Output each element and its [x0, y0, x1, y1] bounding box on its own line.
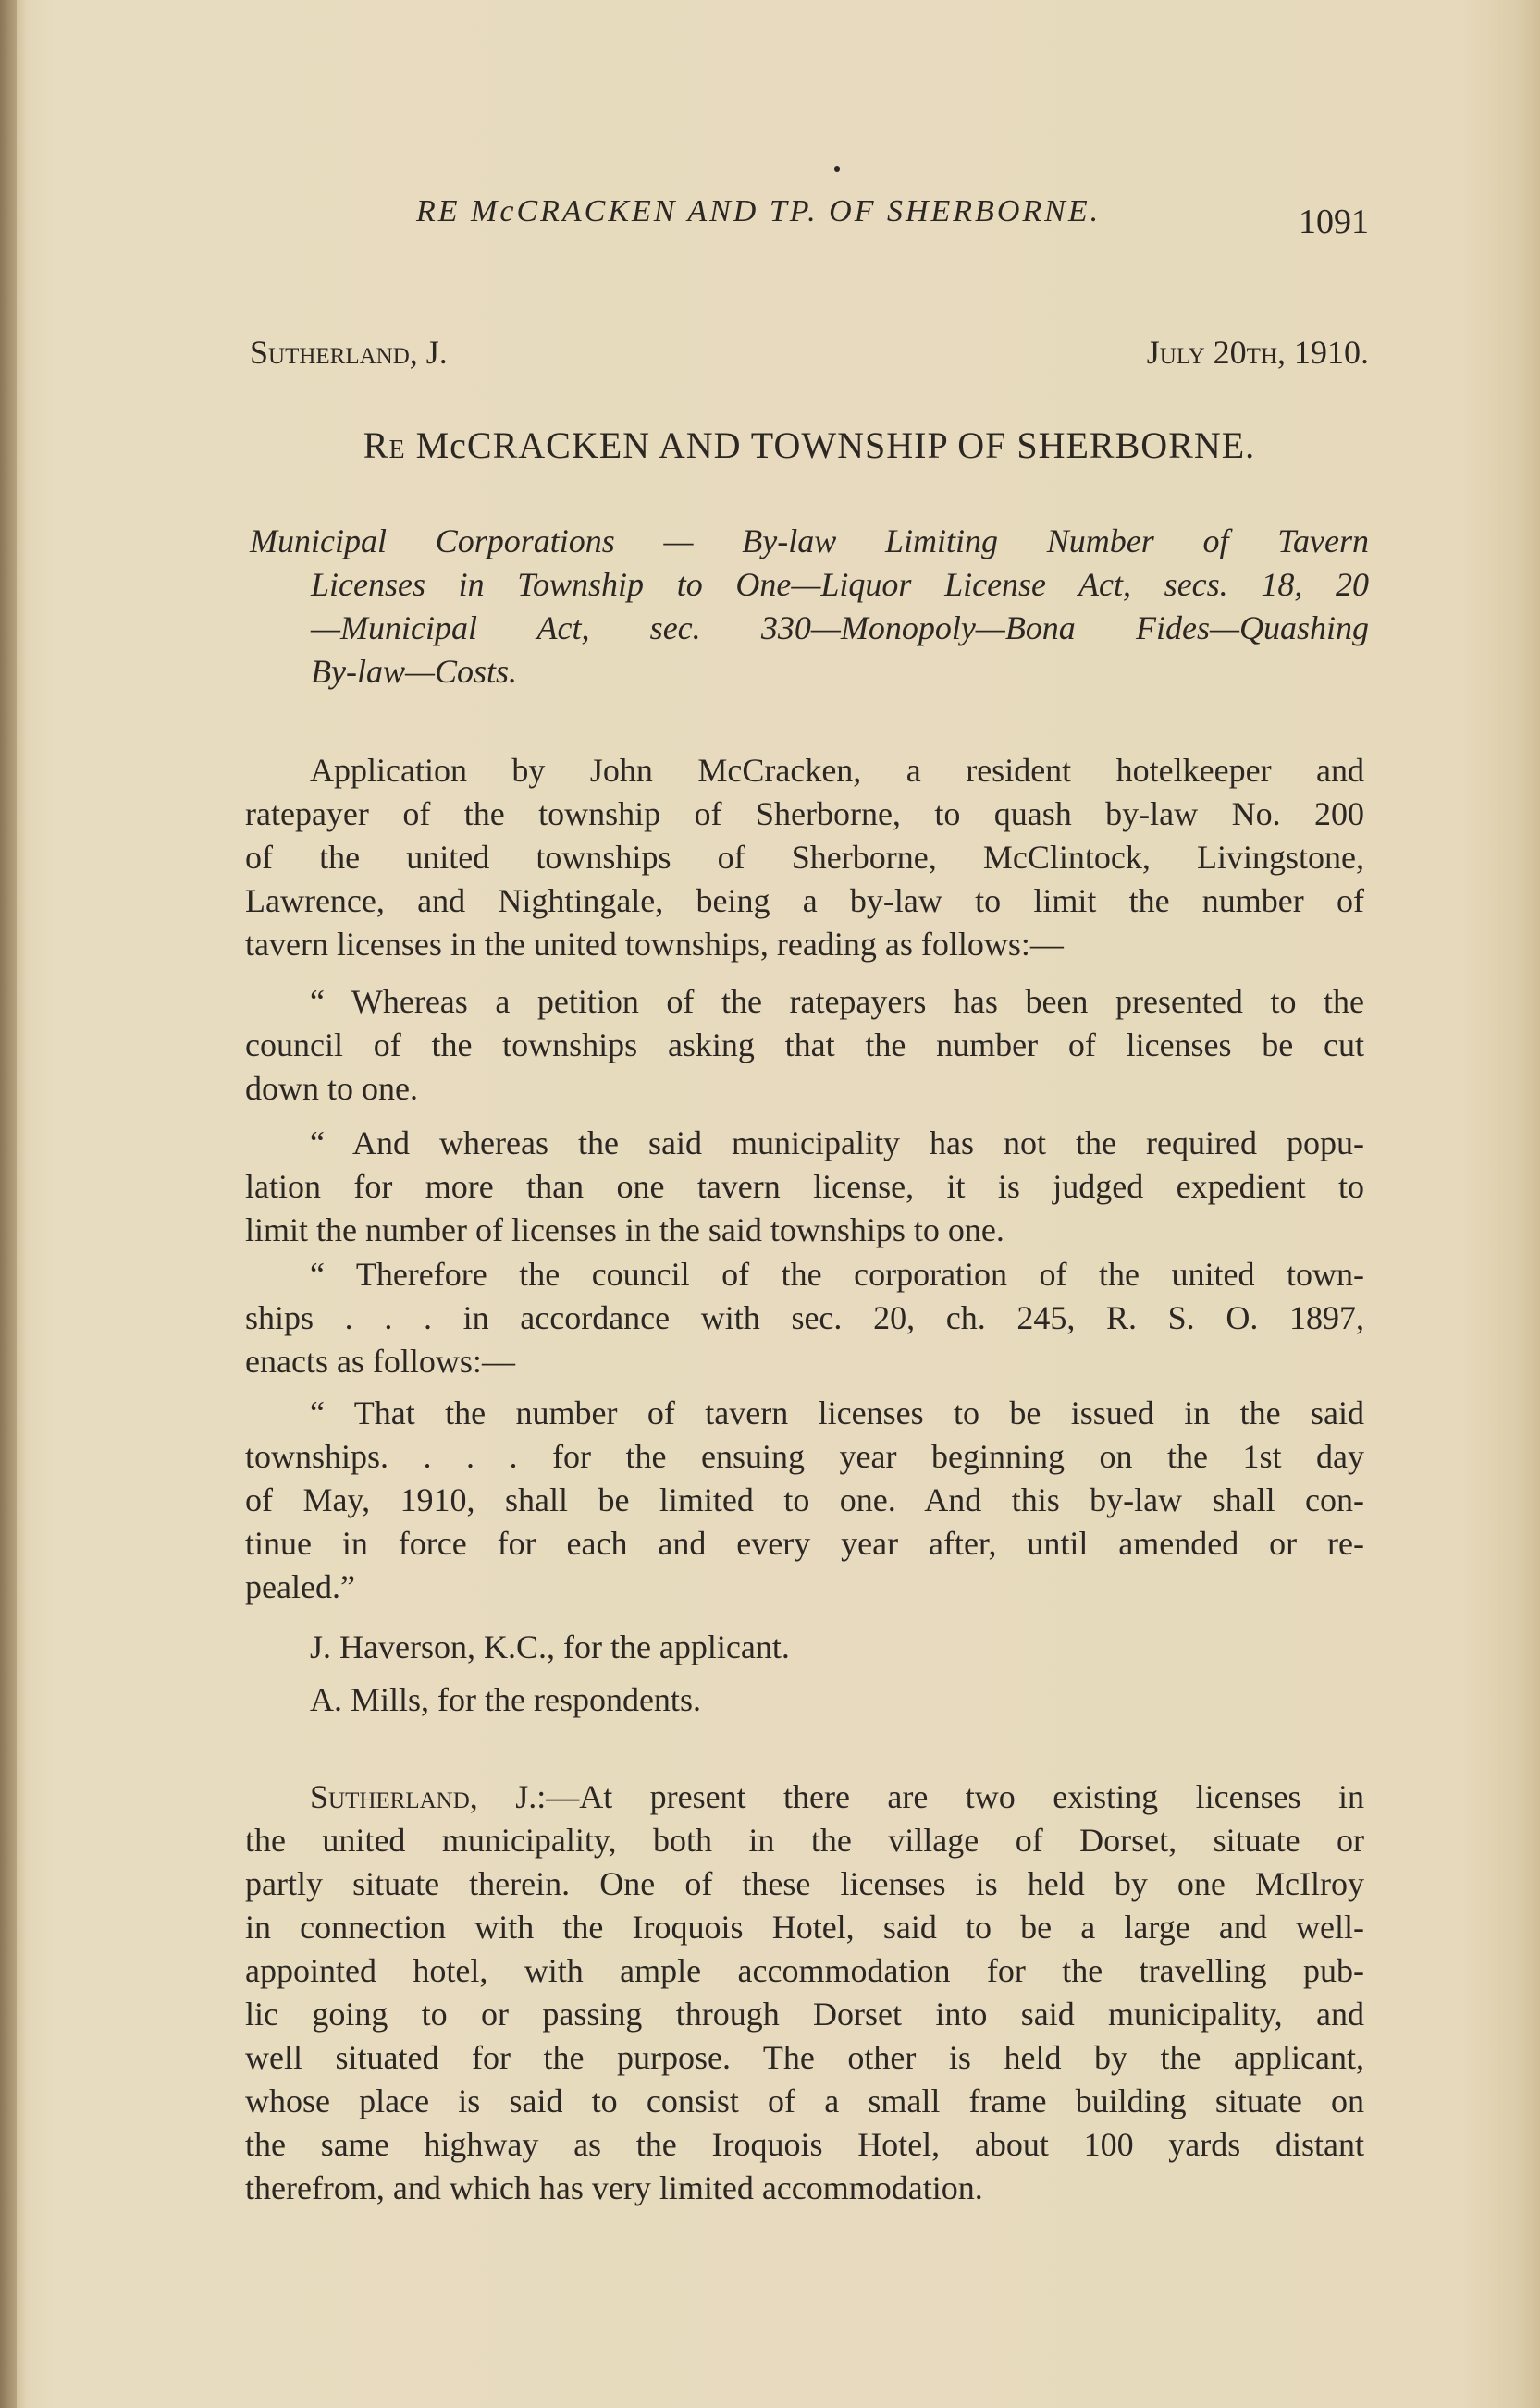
- text-line: appointed hotel, with ample accommodation for the travelling pub-: [245, 1952, 1364, 1989]
- whereas-paragraph: [245, 980, 1364, 1111]
- text-line: Lawrence, and Nightingale, being a by-law to limit the number of: [245, 882, 1364, 919]
- therefore-paragraph: [245, 1253, 1364, 1383]
- text-line: [245, 1775, 1364, 1819]
- headnote-line: Licenses in Township to One—Liquor License Act, secs. 18, 20: [311, 566, 1369, 603]
- text-line: pealed.”: [245, 1568, 355, 1605]
- text-line: “ That the number of tavern licenses to be issued in the said: [310, 1394, 1364, 1431]
- counsel-applicant: [245, 1626, 1364, 1669]
- text-line: “ Therefore the council of the corporation of the united town-: [310, 1256, 1364, 1293]
- text-line: in connection with the Iroquois Hotel, said to be a large and well-: [245, 1909, 1364, 1946]
- judge-name: Sutherland, J.: [250, 334, 448, 371]
- case-title-prefix: Re: [363, 424, 406, 466]
- text-line: well situated for the purpose. The other is held by the applicant,: [245, 2039, 1364, 2076]
- text-line: “ Whereas a petition of the ratepayers has been presented to the: [310, 983, 1364, 1020]
- text-line: enacts as follows:—: [245, 1343, 515, 1380]
- and-whereas-paragraph: [245, 1122, 1364, 1252]
- headnote-line: By-law—Costs.: [311, 653, 518, 690]
- text-line: council of the townships asking that the number of licenses be cut: [245, 1026, 1364, 1063]
- running-head: [250, 194, 1369, 250]
- headnote: [250, 520, 1369, 694]
- judge-date-line: [250, 333, 1369, 379]
- judgment-date: July 20th, 1910.: [1146, 334, 1369, 371]
- text-line: tinue in force for each and every year after, until amended or re-: [245, 1525, 1364, 1562]
- application-paragraph: [245, 749, 1364, 966]
- case-title-rest: McCRACKEN AND TOWNSHIP OF SHERBORNE.: [415, 424, 1256, 466]
- headnote-line: —Municipal Act, sec. 330—Monopoly—Bona Fides—Quashing: [311, 609, 1369, 646]
- text-line: lic going to or passing through Dorset into said municipality, and: [245, 1996, 1364, 2033]
- print-speck: [834, 166, 840, 172]
- text-line: J. Haverson, K.C., for the applicant.: [310, 1628, 790, 1665]
- judgment-opening: :—At present there are two existing licenses in: [536, 1778, 1364, 1815]
- text-line: townships. . . . for the ensuing year beginning on the 1st day: [245, 1438, 1364, 1475]
- that-paragraph: [245, 1392, 1364, 1609]
- text-line: whose place is said to consist of a small frame building situate on: [245, 2082, 1364, 2119]
- text-line: down to one.: [245, 1070, 418, 1107]
- text-line: the same highway as the Iroquois Hotel, about 100 yards distant: [245, 2126, 1364, 2163]
- text-line: “ And whereas the said municipality has not the required popu-: [310, 1124, 1364, 1161]
- text-line: partly situate therein. One of these licenses is held by one McIlroy: [245, 1865, 1364, 1902]
- book-spine-shadow: [0, 0, 17, 2408]
- text-line: Application by John McCracken, a resident hotelkeeper and: [310, 752, 1364, 789]
- text-line: of the united townships of Sherborne, McClintock, Livingstone,: [245, 839, 1364, 876]
- text-line: the united municipality, both in the village of Dorset, situate or: [245, 1822, 1364, 1859]
- headnote-line: Municipal Corporations — By-law Limiting Number of Tavern: [250, 522, 1369, 559]
- counsel-respondents: [245, 1678, 1364, 1722]
- text-line: ratepayer of the township of Sherborne, to quash by-law No. 200: [245, 795, 1364, 832]
- text-line: ships . . . in accordance with sec. 20, ch. 245, R. S. O. 1897,: [245, 1299, 1364, 1336]
- text-line: limit the number of licenses in the said townships to one.: [245, 1211, 1004, 1248]
- text-line: A. Mills, for the respondents.: [310, 1681, 701, 1718]
- page-number: 1091: [1299, 203, 1369, 241]
- case-title: [250, 424, 1369, 467]
- text-line: lation for more than one tavern license, it is judged expedient to: [245, 1168, 1364, 1205]
- text-line: tavern licenses in the united townships, reading as follows:—: [245, 926, 1064, 963]
- text-line: therefrom, and which has very limited accommodation.: [245, 2169, 983, 2206]
- running-head-title: RE McCRACKEN AND TP. OF SHERBORNE.: [416, 194, 1102, 228]
- judgment-speaker: Sutherland, J.: [310, 1778, 537, 1815]
- text-line: of May, 1910, shall be limited to one. And this by-law shall con-: [245, 1481, 1364, 1518]
- judgment-paragraph: [245, 1775, 1364, 2210]
